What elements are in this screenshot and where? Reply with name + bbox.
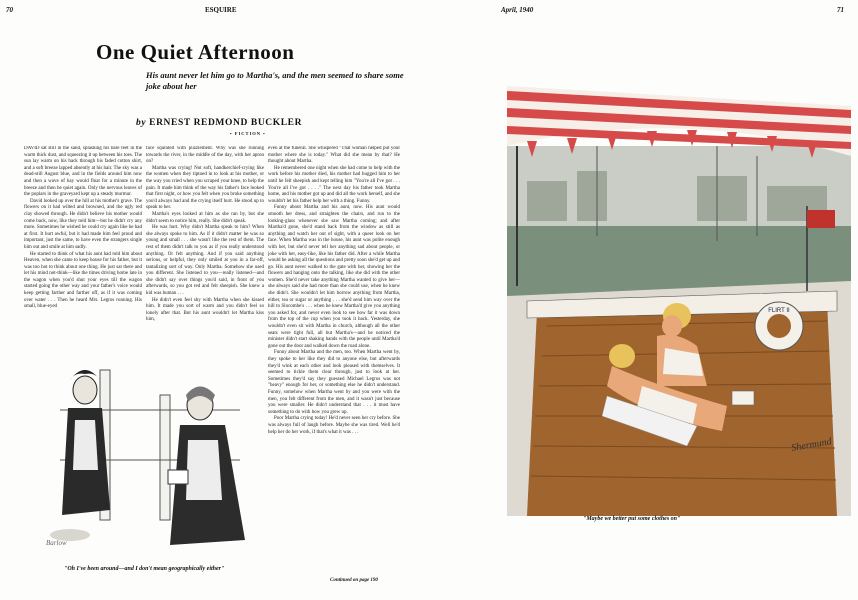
byline-prefix: by [136, 118, 147, 128]
artist-signature: Shermund [790, 436, 833, 454]
magazine-name: ESQUIRE [205, 6, 237, 14]
story-subtitle: His aunt never let him go to Martha's, and the men seemed to share some joke about her [146, 70, 404, 91]
section-label: • FICTION • [230, 131, 266, 136]
story-title: One Quiet Afternoon [96, 40, 295, 64]
paragraph: He remembered one night when she had come to help with the work before his mother died, his mother had hugged him to her until he felt sheepish and kept telling him "You're all I've got . . . You're all I've got . . . ." The next day his father took Martha home, and his mother got up and did all the work herself, and she wouldn't let his father help her with a thing. Funny. [268, 165, 400, 204]
boat-name-text: FLIRT II [768, 308, 790, 314]
text-column-1 [24, 146, 142, 344]
continued-note: Continued on page 190 [330, 578, 378, 583]
paragraph: DAVID sat still in the sand, splashing his bare feet in the warm thick dust, and squeezing it up between his toes. The sun lay warm on his back through his faded cotton shirt, and a soft breeze lapped absently at his hair. The sky was a dead-still August blue, and in the fields around him now and then a wave of hay would float for a minute in the breeze and then be quiet again. Only the nervous leaves of the poplars in the graveyard kept up a steady murmur. [24, 146, 142, 198]
section-text: FICTION [234, 131, 261, 136]
paragraph: face squinted with puzzlement. Why was she running towards the river, in the middle of the day, with her apron on? [146, 146, 264, 165]
life-ring-illustration [755, 302, 803, 350]
cartoon-signature-left: Barlow [46, 539, 67, 547]
text-column-2 [146, 146, 264, 344]
author-name: ERNEST REDMOND BUCKLER [149, 118, 303, 128]
paragraph: He didn't even feel shy with Martha when she kissed him. It made you sort of warm and you didn't feel so lonely after that. But his aunt wouldn't let Martha kiss him, [146, 297, 264, 323]
page-number-left: 70 [6, 6, 13, 14]
paragraph: Funny about Martha and the men, too. When Martha went by, they spoke to her like they did to anyone else, but afterwards they'd wink at each other and look pleased with themselves. It seemed to tickle them clear through, just to look at her. Sometimes they'd say they guessed Michael Legros was not "heavy" enough for her, or something else he didn't understand. Funny, somehow when Martha went by and you were with the men, you felt different from the men, and it wasn't just because you were smaller. He didn't understand that . . . it must have something to do with how you grew up. [268, 350, 400, 415]
paragraph: David looked up over the hill at his mother's grave. The flowers on it had wilted and browned, and the ugly red clay showed through. He didn't believe his mother would come back, now, like they told him—but he didn't cry any more. Sometimes he wished he could cry again like he had at first. It hurt awful, but it had made him feel proud and important, just the same, to have even the strangers single him out and smile at him sadly. [24, 198, 142, 250]
text-column-3 [268, 146, 400, 574]
paragraph: He was hurt. Why didn't Martha speak to him? When she always spoke to him. As if it didn't matter he was so young and small . . . she wasn't like the rest of them. The rest of them didn't talk to you as if you really understood anything. Or felt anything. And if you said anything serious, or helpful, they only smiled at you in a far-off, tantalizing sort of way. Only Martha. Somehow she used you different. She listened to you—really listened—and she didn't say over things you'd said, in front of you afterwards, so you got red and felt sheepish. She knew a kid was human . . . [146, 225, 264, 297]
paragraph: Poor Martha crying today! He'd never seen her cry before. She was always full of laugh before. Maybe she was tired. Well he'd help her do her work, if that's what it was . . . [268, 416, 400, 435]
page-number-right: 71 [837, 6, 844, 14]
byline [136, 118, 302, 128]
paragraph: Martha's eyes looked at him as she ran by, but she didn't seem to notice him, really. She didn't speak. [146, 211, 264, 224]
paragraph: Funny about Martha and his aunt, now. His aunt would smooth her dress, and straighten the chairs, and run to the looking-glass whenever she saw Martha coming; and after Martha'd gone, she'd stand back from the window as still as anything and watch her out of sight, with a queer look on her face. When Martha was in the house, his aunt was polite enough with her, but she'd never tell her anything sad about people, or joke with her, easy-like, like his father did. After a while Martha would be asking all the questions and pretty soon she'd get up and go. His aunt never walked to the gate with her, showing her the flowers and hanging onto the talking, like she did with the other women. She'd never take anything Martha wanted to give her—she always said she had more than she could use, when he knew she didn't. She wouldn't let him borrow anything from Martha, either, tea or sugar or anything . . . she'd send him way over the hill to Slocombe's . . . when he knew Martha'd give you anything you asked for, and never even look to see how far it was down from the top of the cup when you took it back. Yesterday, she wouldn't even sit with Martha in church, although all the other seats were tight full, all but Martha's—and he noticed the minister didn't start shaking hands with the people until Martha'd gone out the door and walked down the road alone. [268, 205, 400, 349]
boat-illustration [507, 86, 851, 516]
issue-date: April, 1940 [501, 6, 534, 14]
cartoon-caption-left: "Oh I've been around—and I don't mean geographically either" [64, 566, 225, 572]
cartoon-two-women [40, 350, 260, 560]
paragraph: even at the funeral. She whispered "That woman helped put your mother where she is today." What did she mean by that? He thought about Martha. [268, 146, 400, 165]
paragraph: Martha was crying! Not soft, handkerchief-crying like the women when they tiptoed in to look at his mother, or the way you cried when you scraped your knee, to help the pain. It made him think of the way his father's face looked that first night, or how you felt when you broke something you'd always had and the crying itself hurt. He stood up to speak to her. [146, 165, 264, 211]
cartoon-caption-right: "Maybe we better put some clothes on" [583, 516, 681, 522]
paragraph: He started to think of what his aunt had told him about Heaven, when she came to keep house for his father, but it was too hot to think about one thing. He just sat there and let his mind not-think—like the times driving home late in the wagon when you'd shut your eyes till the wagon started going the other way and your father's voice would keep getting farther and farther off, as if it was coming over water . . . Then he heard Mrs. Legros running. His small, blue-eyed [24, 251, 142, 310]
right-page [429, 0, 858, 600]
